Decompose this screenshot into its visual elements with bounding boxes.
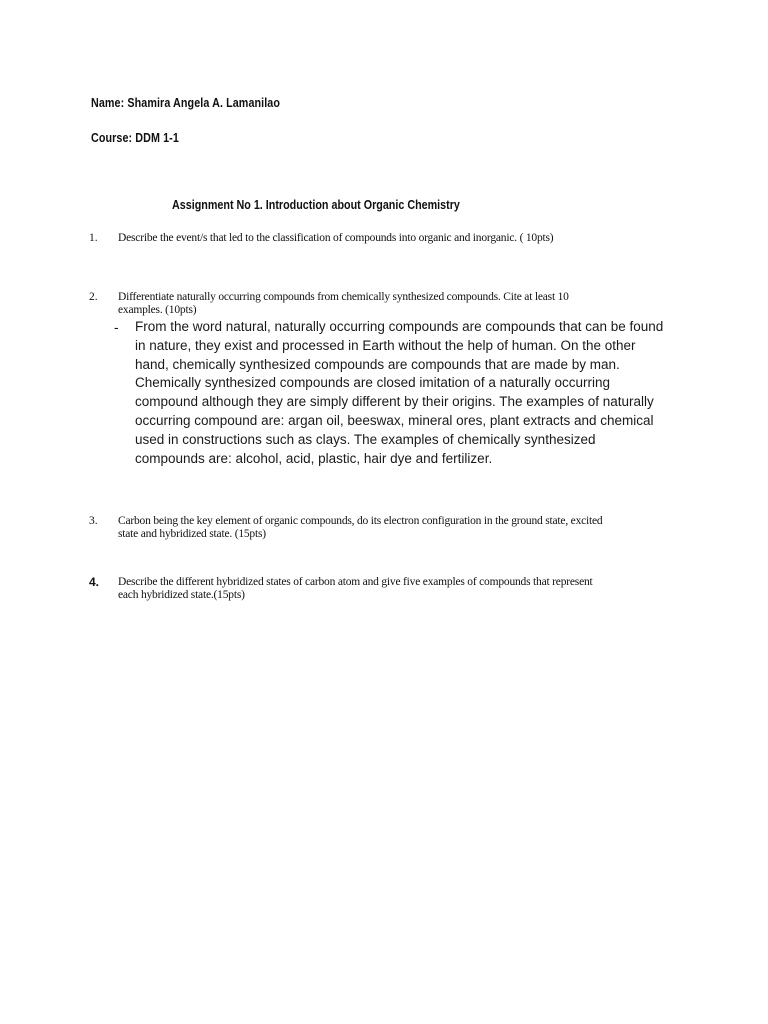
question-1-number: 1. <box>89 232 98 244</box>
question-2 <box>118 291 678 317</box>
answer-2 <box>135 318 735 468</box>
answer-line: occurring compound are: argan oil, beeswax, mineral ores, plant extracts and chemical <box>135 412 654 428</box>
question-4-line: Describe the different hybridized states of carbon atom and give five examples of compounds that represent <box>118 576 593 588</box>
question-3-line: state and hybridized state. (15pts) <box>118 528 266 540</box>
student-name: Name: Shamira Angela A. Lamanilao <box>91 96 281 110</box>
answer-line: hand, chemically synthesized compounds are compounds that are made by man. <box>135 356 620 372</box>
question-2-line: examples. (10pts) <box>118 304 197 316</box>
assignment-title: Assignment No 1. Introduction about Organic Chemistry <box>172 198 460 212</box>
question-2-line: Differentiate naturally occurring compounds from chemically synthesized compounds. Cite at least 10 <box>118 291 569 303</box>
answer-line: compounds are: alcohol, acid, plastic, hair dye and fertilizer. <box>135 450 493 466</box>
question-1-line: Describe the event/s that led to the classification of compounds into organic and inorganic. ( 10pts) <box>118 232 554 244</box>
answer-bullet: - <box>114 320 119 335</box>
answer-line: Chemically synthesized compounds are closed imitation of a naturally occurring <box>135 375 610 391</box>
answer-line: compound although they are simply different by their origins. The examples of naturally <box>135 394 654 410</box>
question-4-line: each hybridized state.(15pts) <box>118 589 245 601</box>
question-3 <box>118 515 688 541</box>
answer-line: used in constructions such as clays. The examples of chemically synthesized <box>135 431 596 447</box>
answer-line: in nature, they exist and processed in Earth without the help of human. On the other <box>135 337 636 353</box>
question-4-number: 4. <box>89 575 100 589</box>
question-4 <box>118 576 688 602</box>
question-3-number: 3. <box>89 515 98 527</box>
course: Course: DDM 1-1 <box>91 131 179 145</box>
question-1 <box>118 232 678 245</box>
question-2-number: 2. <box>89 291 98 303</box>
answer-line: From the word natural, naturally occurring compounds are compounds that can be found <box>135 319 664 334</box>
question-3-line: Carbon being the key element of organic compounds, do its electron configuration in the ground state, excited <box>118 515 603 527</box>
